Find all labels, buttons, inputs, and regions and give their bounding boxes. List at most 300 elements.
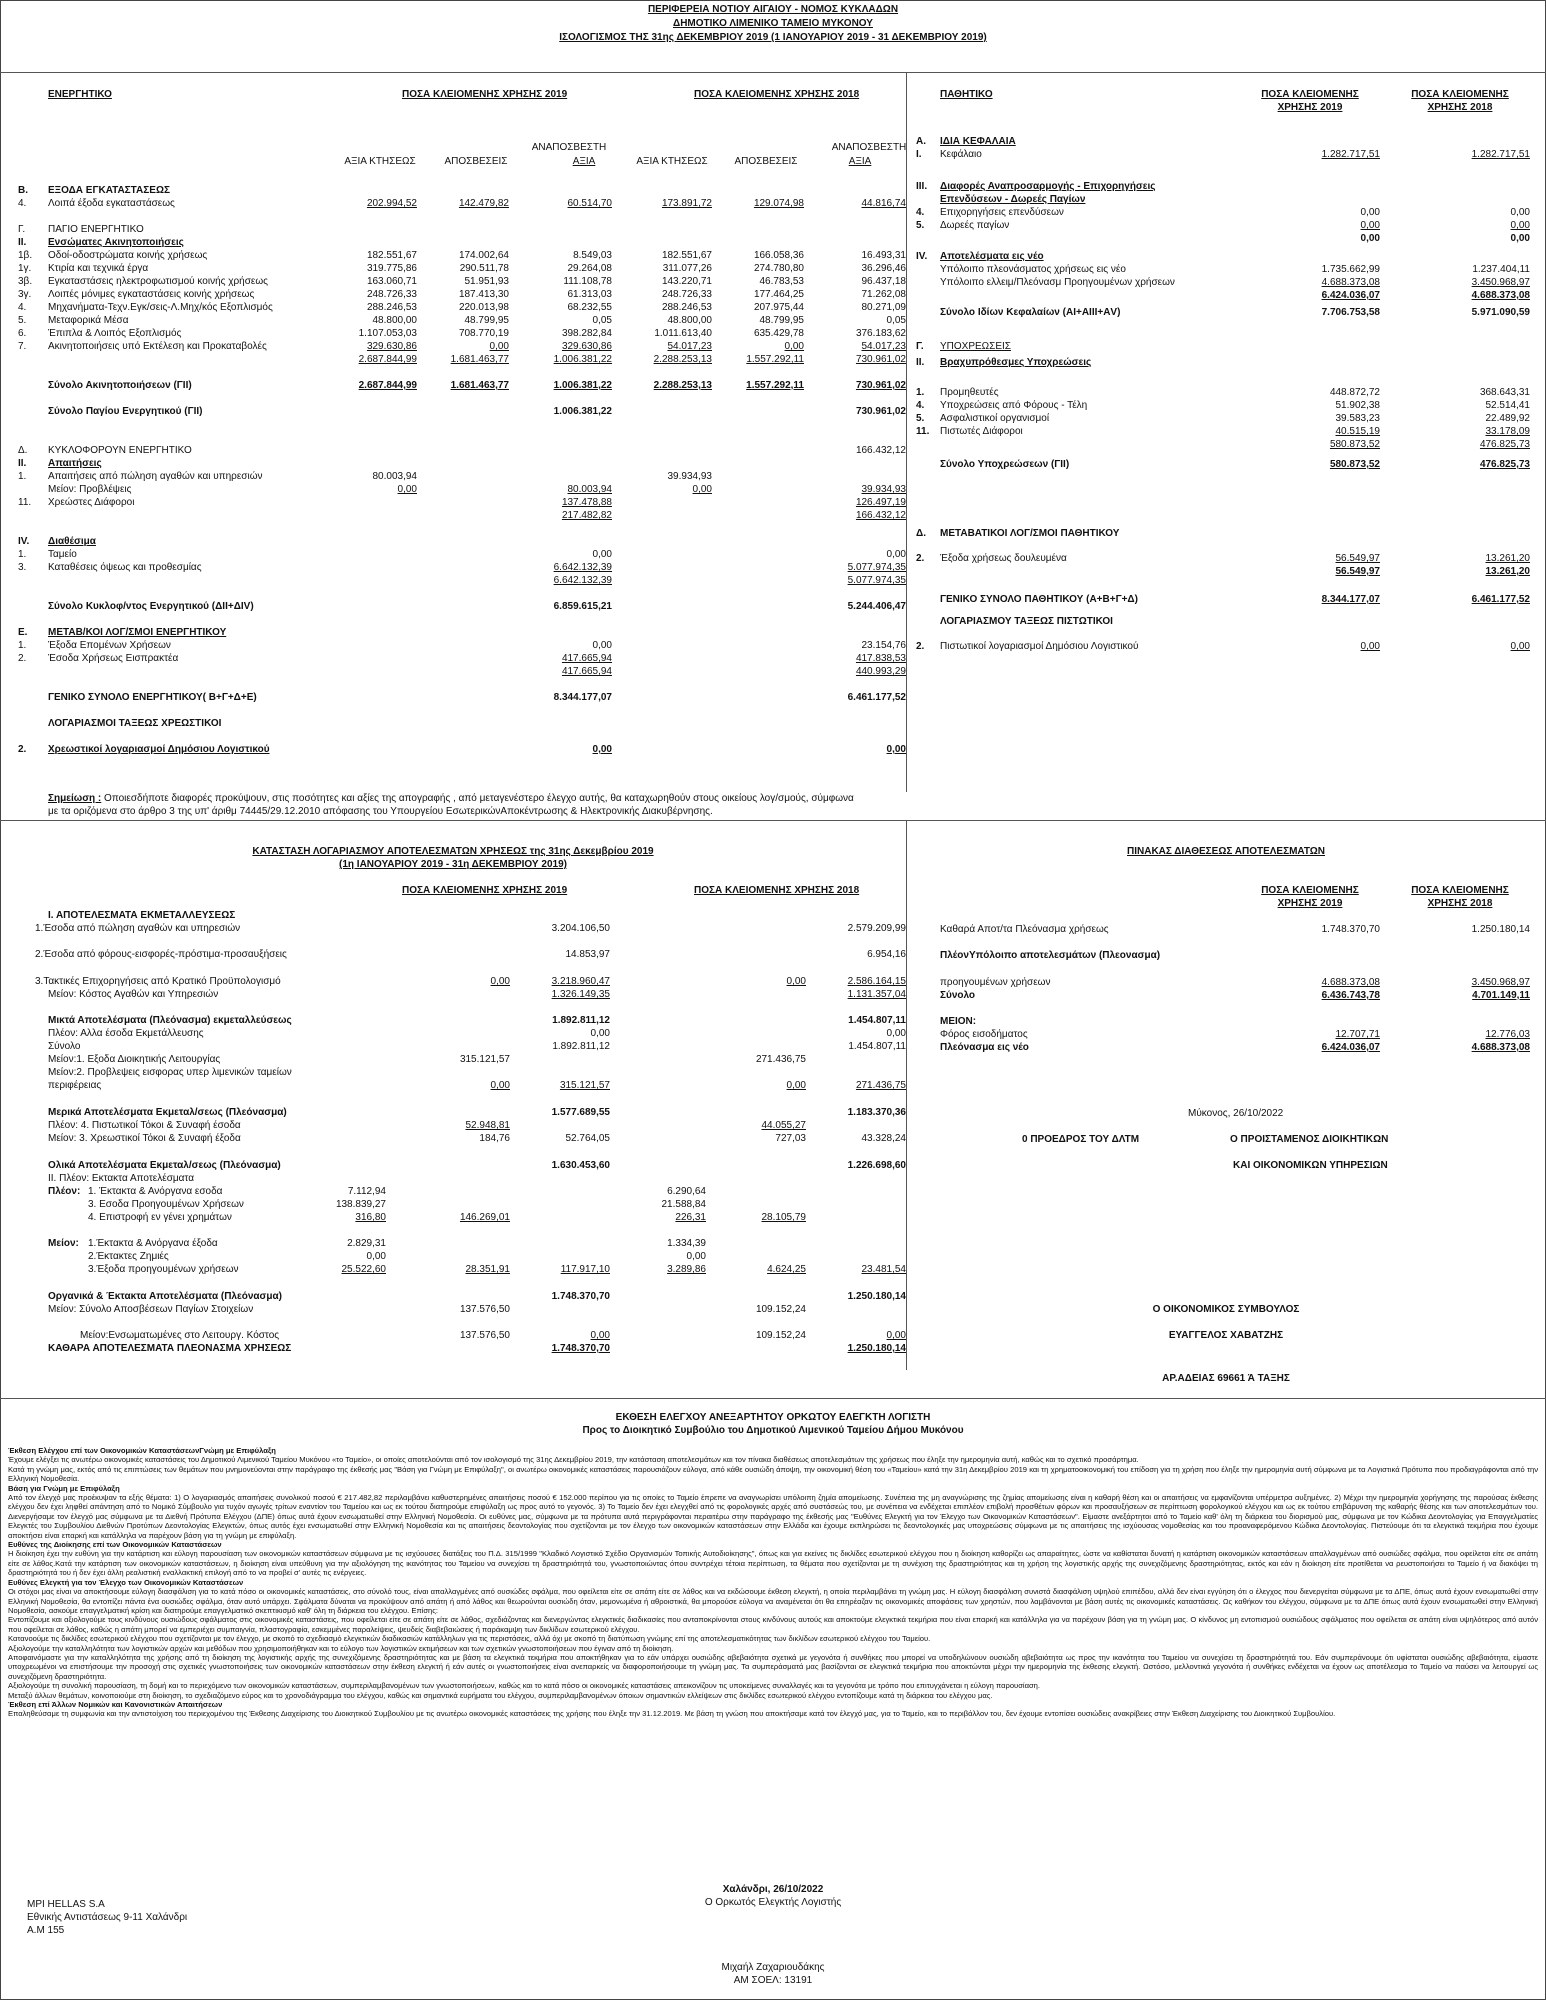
liability-value-2019: 40.515,19 [1335,426,1380,437]
income-year-2018: ΠΟΣΑ ΚΛΕΙΟΜΕΝΗΣ ΧΡΗΣΗΣ 2018 [694,885,860,896]
asset-value: 46.783,53 [759,276,804,287]
net-results-label: ΚΑΘΑΡΑ ΑΠΟΤΕΛΕΣΜΑΤΑ ΠΛΕΟΝΑΣΜΑ ΧΡΗΣΕΩΣ [48,1343,292,1354]
asset-row [0,535,908,548]
income-value: 315.121,57 [459,1054,510,1065]
income-value: 44.055,27 [761,1120,806,1131]
title-line-1: ΠΕΡΙΦΕΡΕΙΑ ΝΟΤΙΟΥ ΑΙΓΑΙΟΥ - ΝΟΜΟΣ ΚΥΚΛΑΔΩΝ [647,4,899,15]
dist-year-2019: ΠΟΣΑ ΚΛΕΙΟΜΕΝΗΣ [1261,885,1359,896]
asset-row [0,262,908,275]
asset-value: 1.006.381,22 [553,380,612,391]
liability-value-2018: 0,00 [1510,220,1530,231]
report-title-1: ΕΚΘΕΣΗ ΕΛΕΓΧΟΥ ΑΝΕΞΑΡΤΗΤΟΥ ΟΡΚΩΤΟΥ ΕΛΕΓΚΤΗ ΛΟΓΙΣΤΗ [615,1412,931,1423]
asset-value: 1.681.463,77 [450,354,509,365]
asset-value: 207.975,44 [753,302,804,313]
advisor-name: ΕΥΑΓΓΕΛΟΣ ΧΑΒΑΤΖΗΣ [1168,1330,1284,1341]
net-results-2019: 1.748.370,70 [551,1343,610,1354]
asset-row-label: Μείον: Προβλέψεις [48,484,132,495]
asset-row [0,574,908,587]
asset-row-number: 4. [18,302,27,313]
asset-row-number: 3β. [18,276,33,287]
liability-value-2018: 0,00 [1510,207,1530,218]
income-row [0,1040,906,1053]
asset-row [0,249,908,262]
asset-row-label: Σύνολο Παγίου Ενεργητικού (ΓΙΙ) [48,406,203,417]
income-value: 1.454.807,11 [848,1041,906,1052]
asset-row [0,392,908,405]
asset-value: 96.437,18 [861,276,906,287]
asset-row [0,704,908,717]
distribution-row-label: Καθαρά Αποτ/τα Πλεόνασμα χρήσεως [940,924,1109,935]
asset-row [0,743,908,756]
asset-value: 129.074,98 [753,198,804,209]
report-paragraph: Από τον έλεγχό μας προέκυψαν τα εξής θέματα: 1) Ο λογαριασμός απαιτήσεις συνολικού ποσού € 217.482,82 περιλαμβάνει καθυστερημένες απαιτήσεις ποσού € 152.000 περίπου για τις οποίες το Ταμείο έπρεπε να αναγνωρίσει υπόλοιπη ζημία απομείωσης. Συνέπεια της μη αναγνώρισης της ζημίας απομείωσης είναι η καθαρή θέση και οι απαιτήσεις να εμφανίζονται υπέρμετρα αυξημένες. 2) Μέχρι την ημερομηνία χορήγησης της παρούσας έκθεσης ελέγχου δεν έχει ληφθεί απάντηση από το Νομικό Σύμβουλο για τυχόν αγωγές τρίτων εναντίον του Ταμείου και ως εκ τούτου διατηρούμε επιφύλαξη ως προς αυτό το γεγονός. 3) Το Ταμείο δεν έχει ελεγχθεί από τις φορολογικές αρχές από συστάσεώς του, με συνέπεια να ενδέχεται επιπλέον επιβολή προσθέτων φόρων και προσαυξήσεων σε περίπτωση φορολογικού ελέγχου και ως εκ τούτου επιβάρυνση της καθαρής θέσης και των αποτελεσμάτων του. Διενεργήσαμε τον έλεγχό μας σύμφωνα με τα Διεθνή Πρότυπα Ελέγχου (ΔΠΕ) όπως αυτά έχουν ενσωματωθεί στην Ελληνική Νομοθεσία. Οι ευθύνες μας, σύμφωνα με τα πρότυπα αυτά περιγράφονται περαιτέρω στην παράγραφο της έκθεσής μας "Ευθύνες Ελεγκτή για τον Έλεγχο των Οικονομικών Καταστάσεων". Είμαστε ανεξάρτητοι από το Ταμείο καθ' όλη τη διάρκεια του διορισμού μας, σύμφωνα με τον Κώδικα Δεοντολογίας για Επαγγελματίες Ελεγκτές του Συμβουλίου Διεθνών Προτύπων Δεοντολογίας Ελεγκτών, όπως αυτός έχει ενσωματωθεί στην Ελληνική Νομοθεσία και τις απαιτήσεις δεοντολογίας που σχετίζονται με τον έλεγχο των οικονομικών καταστάσεων στην Ελλάδα και έχουμε εκπληρώσει τις δεοντολογικές μας υποχρεώσεις σύμφωνα με τις απαιτήσεις της ισχύουσας νομοθεσίας και του προαναφερόμενου Κώδικα Δεοντολογίας. Πιστεύουμε ότι τα ελεγκτικά τεκμήρια που έχουμε αποκτήσει είναι επαρκή και κατάλληλα να παρέχουν βάση για τη γνώμη με επιφύλαξη. [8,1493,1538,1540]
liability-row [906,412,1546,425]
asset-row [0,197,908,210]
auditor-name: Μιχαήλ Ζαχαριουδάκης [721,1962,825,1973]
income-value: 1.226.698,60 [847,1160,906,1171]
income-value: 6.954,16 [867,949,906,960]
distribution-row-label: Πλεόνασμα εις νέο [940,1042,1029,1053]
asset-row-number: 3γ. [18,289,32,300]
income-row [0,909,906,922]
liab-year-2018: ΠΟΣΑ ΚΛΕΙΟΜΕΝΗΣ [1411,89,1509,100]
liability-row-label: Επιχορηγήσεις επενδύσεων [940,207,1064,218]
asset-value: 48.799,95 [759,315,804,326]
asset-row [0,418,908,431]
liability-value-2019: 580.873,52 [1329,459,1380,470]
asset-value: 2.288.253,13 [653,354,712,365]
distribution-row [906,976,1546,989]
income-row-label: 2.Έσοδα από φόρους-εισφορές-πρόστιμα-προσαυξήσεις [35,949,287,960]
income-value: 3.218.960,47 [551,976,610,987]
extraordinary-row-label: 4. Επιστροφή εν γένει χρημάτων [88,1212,232,1223]
income-value: 0,00 [786,976,806,987]
liability-row [906,289,1546,302]
liability-value-2019: 6.424.036,07 [1321,290,1380,301]
liability-value-2019: 56.549,97 [1335,566,1380,577]
income-row [0,922,906,935]
liability-row [906,552,1546,565]
depreciation-included-2018b: 0,00 [886,1330,906,1341]
asset-row-label: Οδοί-οδοστρώματα κοινής χρήσεως [48,250,208,261]
asset-value: 80.271,09 [861,302,906,313]
asset-value: 0,00 [397,484,417,495]
asset-row [0,600,908,613]
extraordinary-row-prefix: Μείον: [48,1238,79,1249]
asset-value: 137.478,88 [561,497,612,508]
asset-row-label: ΓΕΝΙΚΟ ΣΥΝΟΛΟ ΕΝΕΡΓΗΤΙΚΟΥ( Β+Γ+Δ+Ε) [48,692,257,703]
liab-year-2019: ΠΟΣΑ ΚΛΕΙΟΜΕΝΗΣ [1261,89,1359,100]
asset-value: 173.891,72 [661,198,712,209]
asset-row [0,561,908,574]
asset-value: 68.232,55 [567,302,612,313]
liability-value-2019: 1.282.717,51 [1321,149,1380,160]
extraordinary-net-row [0,1263,906,1276]
liability-value-2019: 580.873,52 [1329,439,1380,450]
liab-year-2019: ΧΡΗΣΗΣ 2019 [1277,102,1343,113]
income-value: 43.328,24 [861,1133,906,1144]
asset-row [0,353,908,366]
liability-row [906,527,1546,540]
liability-row-label: ΜΕΤΑΒΑΤΙΚΟΙ ΛΟΓ/ΣΜΟΙ ΠΑΘΗΤΙΚΟΥ [940,528,1120,539]
asset-row-label: ΜΕΤΑΒ/ΚΟΙ ΛΟΓ/ΣΜΟΙ ΕΝΕΡΓΗΤΙΚΟΥ [48,627,227,638]
income-value: 3.204.106,50 [551,923,610,934]
asset-row [0,314,908,327]
asset-value: 6.642.132,39 [553,562,612,573]
asset-row [0,522,908,535]
liability-row-label: Δωρεές παγίων [940,220,1010,231]
report-paragraph: Κατανοούμε τις δικλίδες εσωτερικού ελέγχου που σχετίζονται με τον έλεγχο, με σκοπό το σχεδιασμό ελεγκτικών διαδικασιών κατάλληλων για τις περιστάσεις, αλλά όχι με σκοπό τη διατύπωση γνώμης επί της αποτελεσματικότητας των δικλίδων εσωτερικού ελέγχου του Ταμείου. [8,1634,931,1644]
liability-row-label: Πιστωτές Διάφοροι [940,426,1023,437]
asset-value: 54.017,23 [861,341,906,352]
income-value: 52.948,81 [465,1120,510,1131]
asset-value: 417.838,53 [855,653,906,664]
asset-row [0,236,908,249]
depreciation-included-2019a: 137.576,50 [459,1330,510,1341]
liability-value-2018: 5.971.090,59 [1471,307,1530,318]
liability-value-2019: 7.706.753,58 [1321,307,1380,318]
distribution-row-label: προηγουμένων χρήσεων [940,977,1051,988]
asset-value: 8.344.177,07 [553,692,612,703]
asset-row-label: Έσοδα Χρήσεως Εισπρακτέα [48,653,179,664]
liability-row [906,148,1546,161]
distribution-value-2018: 12.776,03 [1485,1029,1530,1040]
asset-row-number: 1γ. [18,263,32,274]
asset-value: 329.630,86 [561,341,612,352]
asset-value: 1.107.053,03 [358,328,417,339]
asset-row-number: ΙV. [18,536,30,547]
report-heading: Έκθεση επί Άλλων Νομικών και Κανονιστικών Απαιτήσεων [8,1699,223,1709]
asset-value: 1.681.463,77 [450,380,509,391]
asset-value: 48.799,95 [464,315,509,326]
extraordinary-2018-sub: 6.290,64 [667,1186,706,1197]
liability-row-label: ΛΟΓΑΡΙΑΣΜΟΥ ΤΑΞΕΩΣ ΠΙΣΤΩΤΙΚΟΙ [940,616,1113,627]
income-value: 1.183.370,36 [847,1107,906,1118]
liability-row [906,425,1546,438]
asset-row [0,639,908,652]
liability-row [906,356,1546,369]
asset-row-label: Έπιπλα & Λοιπός Εξοπλισμός [48,328,182,339]
liability-value-2018: 1.282.717,51 [1471,149,1530,160]
liability-row-number: 4. [916,400,925,411]
extraordinary-row [0,1185,906,1198]
asset-row-label: Απαιτήσεις [48,458,102,469]
extraordinary-2019-total: 28.351,91 [465,1264,510,1275]
depreciation-2019: 137.576,50 [459,1304,510,1315]
auditor-date: Χαλάνδρι, 26/10/2022 [722,1884,824,1895]
income-row-label: Μείον:2. Προβλεψεις εισφορας υπερ λιμενικών ταμείων [48,1067,292,1078]
liability-row-label: Έξοδα χρήσεως δουλευμένα [940,553,1067,564]
asset-row [0,613,908,626]
income-year-2019: ΠΟΣΑ ΚΛΕΙΟΜΕΝΗΣ ΧΡΗΣΗΣ 2019 [402,885,568,896]
asset-row [0,626,908,639]
asset-row [0,730,908,743]
asset-value: 182.551,67 [661,250,712,261]
asset-value: 111.108,78 [563,276,612,287]
asset-row-label: Διαθέσιμα [48,536,96,547]
head-title-2: ΚΑΙ ΟΙΚΟΝΟΜΙΚΩΝ ΥΠΗΡΕΣΙΩΝ [1233,1160,1388,1171]
col-depreciation: ΑΠΟΣΒΕΣΕΙΣ [734,156,798,167]
asset-value: 1.011.613,40 [654,328,712,339]
extraordinary-2019-sub: 316,80 [355,1212,386,1223]
liability-row-label: Σύνολο Ιδίων Κεφαλαίων (ΑΙ+ΑΙΙΙ+ΑV) [940,307,1121,318]
net-results-row [0,1342,906,1355]
income-value: 1.630.453,60 [551,1160,610,1171]
asset-row-number: 6. [18,328,27,339]
auditor-firm: MPI HELLAS S.A [27,1899,105,1910]
extraordinary-2018-sub: 21.588,84 [661,1199,706,1210]
report-title-2: Προς το Διοικητικό Συμβούλιο του Δημοτικού Λιμενικού Ταμείου Δήμου Μυκόνου [582,1425,964,1436]
asset-row [0,548,908,561]
asset-row [0,717,908,730]
liability-value-2019: 1.735.662,99 [1321,264,1380,275]
asset-value: 166.058,36 [753,250,804,261]
asset-value: 417.665,94 [561,666,612,677]
report-paragraph: Αξιολογούμε την καταλληλότητα των λογιστικών αρχών και μεθόδων που χρησιμοποιήθηκαν και το εύλογο των λογιστικών εκτιμήσεων και των σχετικών γνωστοποιήσεων που έγιναν από τη διοίκηση. [8,1643,674,1653]
liability-value-2018: 1.237.404,11 [1472,264,1530,275]
asset-value: 274.780,80 [753,263,804,274]
asset-value: 398.282,84 [561,328,612,339]
income-title-2: (1η ΙΑΝΟΥΑΡΙΟΥ 2019 - 31η ΔΕΚΕΜΒΡΙΟΥ 2019) [339,859,567,870]
asset-value: 16.493,31 [861,250,906,261]
income-row-label: Πλέον: 4. Πιστωτικοί Τόκοι & Συναφή έσοδα [48,1120,241,1131]
col-depreciation: ΑΠΟΣΒΕΣΕΙΣ [444,156,508,167]
asset-row-number: 7. [18,341,27,352]
income-row [0,1014,906,1027]
asset-row-number: Β. [18,185,28,196]
income-row [0,988,906,1001]
asset-value: 376.183,62 [855,328,906,339]
asset-value: 0,00 [592,744,612,755]
extraordinary-row-prefix: Πλέον: [48,1186,81,1197]
extraordinary-row-label: 3.Έξοδα προηγουμένων χρήσεων [88,1264,239,1275]
divider [0,1398,1546,1399]
asset-row [0,678,908,691]
liability-row [906,593,1546,606]
depreciation-label: Μείον: Σύνολο Αποσβέσεων Παγίων Στοιχείων [48,1304,254,1315]
asset-row-number: ΙΙ. [18,458,27,469]
dist-year-2018: ΠΟΣΑ ΚΛΕΙΟΜΕΝΗΣ [1411,885,1509,896]
liability-row-label: Υποχρεώσεις από Φόρους - Τέλη [940,400,1088,411]
asset-row-label: ΛΟΓΑΡΙΑΣΜΟΙ ΤΑΞΕΩΣ ΧΡΕΩΣΤΙΚΟΙ [48,718,222,729]
asset-row-label: ΕΞΟΔΑ ΕΓΚΑΤΑΣΤΑΣΕΩΣ [48,185,170,196]
liability-value-2018: 13.261,20 [1485,553,1530,564]
distribution-value-2018: 3.450.968,97 [1471,977,1530,988]
col-cost: ΑΞΙΑ ΚΤΗΣΕΩΣ [636,156,708,167]
asset-value: 71.262,08 [861,289,906,300]
asset-row [0,405,908,418]
income-row-label: Μείον: 3. Χρεωστικοί Τόκοι & Συναφή έξοδα [48,1133,241,1144]
asset-row-label: Μηχανήματα-Τεχν.Εγκ/σεις-Λ.Μηχ/κός Εξοπλισμός [48,302,273,313]
extraordinary-row-label: 2.Έκτακτες Ζημιές [88,1251,169,1262]
income-value: 315.121,57 [559,1080,610,1091]
liability-row [906,193,1546,206]
asset-value: 6.859.615,21 [553,601,612,612]
extraordinary-2018-total: 4.624,25 [767,1264,806,1275]
liability-row [906,615,1546,628]
income-row-label: Ολικά Αποτελέσματα Εκμεταλ/σεως (Πλεόνασμα) [48,1160,281,1171]
income-row [0,1159,906,1172]
income-row-label: Μικτά Αποτελέσματα (Πλεόνασμα) εκμεταλλεύσεως [48,1015,292,1026]
asset-row [0,340,908,353]
col-net-2: ΑΞΙΑ [848,156,872,167]
audit-report-body [8,1446,1538,1719]
extraordinary-row [0,1198,906,1211]
liability-row [906,250,1546,263]
report-heading: Ευθύνες Ελεγκτή για τον Έλεγχο των Οικονομικών Καταστάσεων [8,1577,244,1587]
liability-row-label: Υπόλοιπο πλεονάσματος χρήσεως εις νέο [940,264,1126,275]
report-paragraph: Η διοίκηση έχει την ευθύνη για την κατάρτιση και εύλογη παρουσίαση των οικονομικών καταστάσεων σύμφωνα με τις ισχύουσες διατάξεις του Π.Δ. 315/1999 "Κλαδικό Λογιστικό Σχέδιο Οργανισμών Τοπικής Αυτοδιοίκησης", όπως και για εκείνες τις δικλίδες εσωτερικού ελέγχου που η διοίκηση καθορίζει ως απαραίτητες, ώστε να καθίσταται δυνατή η κατάρτιση οικονομικών καταστάσεων απαλλαγμένων από ουσιώδες σφάλμα, που οφείλεται είτε σε απάτη είτε σε λάθος.Κατά την κατάρτιση των οικονομικών καταστάσεων, η διοίκηση είναι υπεύθυνη για την αξιολόγηση της ικανότητας του Ταμείου να συνεχίσει τη δραστηριότητά του, γνωστοποιώντας όπου συντρέχει τέτοια περίπτωση, τα θέματα που σχετίζονται με τη συνέχιση της δραστηριότητας και τη χρήση της λογιστικής αρχής της συνεχιζόμενης δραστηριότητας, εκτός και εάν η διοίκηση είτε προτίθεται να ρευστοποιήσει το Ταμείο ή να διακόψει τη δραστηριότητά του ή δεν έχει άλλη ρεαλιστική εναλλακτική επιλογή από το να προβεί σ' αυτές τις ενέργειες. [8,1549,1538,1578]
asset-value: 288.246,53 [661,302,712,313]
asset-value: 39.934,93 [667,471,712,482]
income-row [0,1066,906,1079]
liability-row [906,640,1546,653]
asset-value: 174.002,64 [458,250,509,261]
asset-value: 187.413,30 [458,289,509,300]
income-row [0,1172,906,1185]
asset-value: 0,00 [489,341,509,352]
extraordinary-row [0,1211,906,1224]
report-paragraph: Μεταξύ άλλων θεμάτων, κοινοποιούμε στη διοίκηση, το σχεδιαζόμενο εύρος και το χρονοδιάγραμμα του ελέγχου, καθώς και σημαντικά ευρήματα του ελέγχου, συμπεριλαμβανομένων όποιων σημαντικών ελλείψεων στις δικλίδες εσωτερικού ελέγχου εντοπίζουμε κατά τη διάρκεια του ελέγχου μας. [8,1690,993,1700]
liability-value-2019: 51.902,38 [1335,400,1380,411]
income-value: 0,00 [786,1080,806,1091]
liability-value-2019: 0,00 [1360,220,1380,231]
income-value: 0,00 [886,1028,906,1039]
extraordinary-2019-total: 146.269,01 [459,1212,510,1223]
distribution-row [906,949,1546,962]
asset-row-label: Κτιρία και τεχνικά έργα [48,263,149,274]
asset-value: 166.432,12 [855,445,906,456]
asset-value: 220.013,98 [458,302,509,313]
liability-row [906,219,1546,232]
dist-year-2018: ΧΡΗΣΗΣ 2018 [1427,898,1493,909]
asset-value: 51.951,93 [464,276,509,287]
liability-value-2019: 0,00 [1360,207,1380,218]
asset-row [0,275,908,288]
liabilities-title: ΠΑΘΗΤΙΚΟ [940,89,993,100]
assets-year-2019: ΠΟΣΑ ΚΛΕΙΟΜΕΝΗΣ ΧΡΗΣΗΣ 2019 [402,89,568,100]
asset-row-label: Σύνολο Κυκλοφ/ντος Ενεργητικού (ΔΙΙ+ΔΙV) [48,601,254,612]
asset-row [0,366,908,379]
liability-row-number: Δ. [916,528,926,539]
liability-value-2019: 448.872,72 [1329,387,1380,398]
income-row [0,1119,906,1132]
income-value: 0,00 [490,1080,510,1091]
report-paragraph: Έχουμε ελέγξει τις ανωτέρω οικονομικές καταστάσεις του Δημοτικού Λιμενικού Ταμείου Μυκόνου «το Ταμείο», οι οποίες αποτελούνται από τον ισολογισμό της 31ης Δεκεμβρίου 2019, την κατάσταση αποτελεσμάτων και τον πίνακα διαθέσεως αποτελεσμάτων της χρήσεως που έληξε την ημερομηνία αυτή, καθώς και το σχετικό προσάρτημα. [8,1455,1139,1465]
distribution-value-2019: 6.436.743,78 [1321,990,1380,1001]
liability-value-2019: 56.549,97 [1335,553,1380,564]
income-title-1: ΚΑΤΑΣΤΑΣΗ ΛΟΓΑΡΙΑΣΜΟΥ ΑΠΟΤΕΛΕΣΜΑΤΩΝ ΧΡΗΣΕΩΣ της 31ης Δεκεμβρίου 2019 [252,846,654,857]
income-value: 0,00 [490,976,510,987]
income-row-label: περιφέρειας [48,1080,102,1091]
distribution-row-label: ΠλέονΥπόλοιπο αποτελεσμάτων (Πλεονασμα) [940,950,1161,961]
liability-row [906,263,1546,276]
asset-value: 166.432,12 [855,510,906,521]
income-row [0,1079,906,1092]
asset-row-number: 4. [18,198,27,209]
asset-row [0,184,908,197]
report-heading: Έκθεση Ελέγχου επί των Οικονομικών ΚαταστάσεωνΓνώμη με Επιφύλαξη [8,1446,276,1455]
income-row-label: Μείον: Κόστος Αγαθών και Υπηρεσιών [48,989,219,1000]
asset-value: 1.006.381,22 [553,354,612,365]
extraordinary-row-label: 1.Έκτακτα & Ανόργανα έξοδα [88,1238,218,1249]
distribution-row [906,923,1546,936]
asset-value: 29.264,08 [567,263,612,274]
assets-title: ΕΝΕΡΓΗΤΙΚΟ [48,89,112,100]
distribution-row [906,1041,1546,1054]
liability-value-2018: 4.688.373,08 [1471,290,1530,301]
head-title-1: Ο ΠΡΟΙΣΤΑΜΕΝΟΣ ΔΙΟΙΚΗΤΙΚΩΝ [1230,1134,1389,1145]
col-cost: ΑΞΙΑ ΚΤΗΣΕΩΣ [344,156,416,167]
distribution-row [906,989,1546,1002]
asset-row [0,379,908,392]
extraordinary-2018-sub: 226,31 [675,1212,706,1223]
income-row [0,948,906,961]
asset-value: 311.077,26 [662,263,712,274]
income-row-label: Πλέον: Αλλα έσοδα Εκμετάλλευσης [48,1028,204,1039]
asset-value: 2.687.844,99 [358,354,417,365]
asset-row-number: 2. [18,653,27,664]
income-row-label: 3.Τακτικές Επιχορηγήσεις από Κρατικό Προϋπολογισμό [35,976,281,987]
liability-row-label: Σύνολο Υποχρεώσεων (ΓΙΙ) [940,459,1070,470]
title-line-2: ΔΗΜΟΤΙΚΟ ΛΙΜΕΝΙΚΟ ΤΑΜΕΙΟ ΜΥΚΟΝΟΥ [673,18,873,29]
depreciation-included-2019b: 0,00 [590,1330,610,1341]
asset-row-label: Έξοδα Επομένων Χρήσεων [48,640,171,651]
asset-row-number: 1. [18,471,27,482]
asset-row [0,431,908,444]
income-row-label: 1.Έσοδα από πώληση αγαθών και υπηρεσιών [35,923,241,934]
income-row-label: Μερικά Αποτελέσματα Εκμεταλ/σεως (Πλεόνασμα) [48,1107,287,1118]
report-paragraph: Εντοπίζουμε και αξιολογούμε τους κινδύνους ουσιώδους σφάλματος στις οικονομικές καταστάσεις, που οφείλεται είτε σε απάτη είτε σε λάθος, σχεδιάζοντας και διενεργώντας ελεγκτικές διαδικασίες που ανταποκρίνονται στους κινδύνους αυτούς και αποκτούμε ελεγκτικά τεκμήρια που είναι επαρκή και κατάλληλα για να παρέχουν βάση για τη γνώμη μας. Ο κίνδυνος μη εντοπισμού ουσιώδους σφάλματος που οφείλεται σε απάτη είναι υψηλότερος από αυτόν που οφείλεται σε λάθος, καθώς η απάτη μπορεί να εμπεριέχει συμπαιγνία, πλαστογραφία, εσκεμμένες παραλείψεις, ψευδείς διαβεβαιώσεις ή παράκαμψη των δικλίδων εσωτερικού ελέγχου. [8,1615,1538,1634]
income-value: 2.579.209,99 [847,923,906,934]
asset-row-number: 3. [18,562,27,573]
liability-value-2018: 476.825,73 [1479,459,1530,470]
asset-value: 8.549,03 [573,250,612,261]
asset-row-label: ΠΑΓΙΟ ΕΝΕΡΓΗΤΙΚΟ [48,224,144,235]
asset-value: 6.461.177,52 [847,692,906,703]
income-row-label: Μείον:1. Εξοδα Διοικητικής Λειτουργίας [48,1054,221,1065]
liability-value-2018: 368.643,31 [1479,387,1530,398]
asset-value: 48.800,00 [372,315,417,326]
asset-row [0,327,908,340]
liability-row-number: 5. [916,413,925,424]
liability-row-number: 2. [916,641,925,652]
asset-row-number: ΙΙ. [18,237,27,248]
income-value: 1.577.689,55 [551,1107,610,1118]
asset-value: 39.934,93 [861,484,906,495]
income-value: 1.892.811,12 [552,1041,610,1052]
report-paragraph: Επαληθεύσαμε τη συμφωνία και την αντιστοίχιση του περιεχομένου της Έκθεσης Διαχείρισης του Διοικητικού Συμβουλίου με τις ανωτέρω οικονομικές καταστάσεις της χρήσης που έληξε την 31.12.2019. Με βάση τη γνώση που αποκτήσαμε κατά τον έλεγχό μας, για το Ταμείο, και το περιβάλλον του, δεν έχουμε εντοπίσει ουσιώδεις ανακρίβειες στην Έκθεση Διαχείρισης του Διοικητικού Συμβουλίου. [8,1709,1336,1719]
liability-row-number: Ι. [916,149,922,160]
distribution-value-2018: 1.250.180,14 [1471,924,1530,935]
liability-value-2019: 4.688.373,08 [1321,277,1380,288]
asset-value: 36.296,46 [861,263,906,274]
column-divider [906,820,907,1370]
asset-row-label: Καταθέσεις όψεως και προθεσμίας [48,562,202,573]
depreciation-2018: 109.152,24 [755,1304,806,1315]
organic-results-label: Οργανικά & Έκτακτα Αποτελέσματα (Πλεόνασμα) [48,1291,282,1302]
liability-value-2018: 3.450.968,97 [1471,277,1530,288]
asset-row-label: Ακινητοποιήσεις υπό Εκτέλεση και Προκαταβολές [48,341,267,352]
asset-row-label: Χρεωστικοί λογαριασμοί Δημόσιου Λογιστικού [48,744,270,755]
liability-value-2019: 0,00 [1360,233,1380,244]
note-line-2: με τα οριζόμενα στο άρθρο 3 της υπ' άριθμ 74445/29.12.2010 απόφασης του Υπουργείου ΕσωτερικώνΑποκέντρωσης & Ηλεκτρονικής Διακυβέρνησης. [48,806,713,817]
report-heading: Ευθύνες της Διοίκησης επί των Οικονομικών Καταστάσεων [8,1540,222,1550]
liability-row-label: Ασφαλιστικοί οργανισμοί [940,413,1050,424]
income-row [0,1053,906,1066]
divider [0,72,1546,73]
asset-value: 80.003,94 [567,484,612,495]
